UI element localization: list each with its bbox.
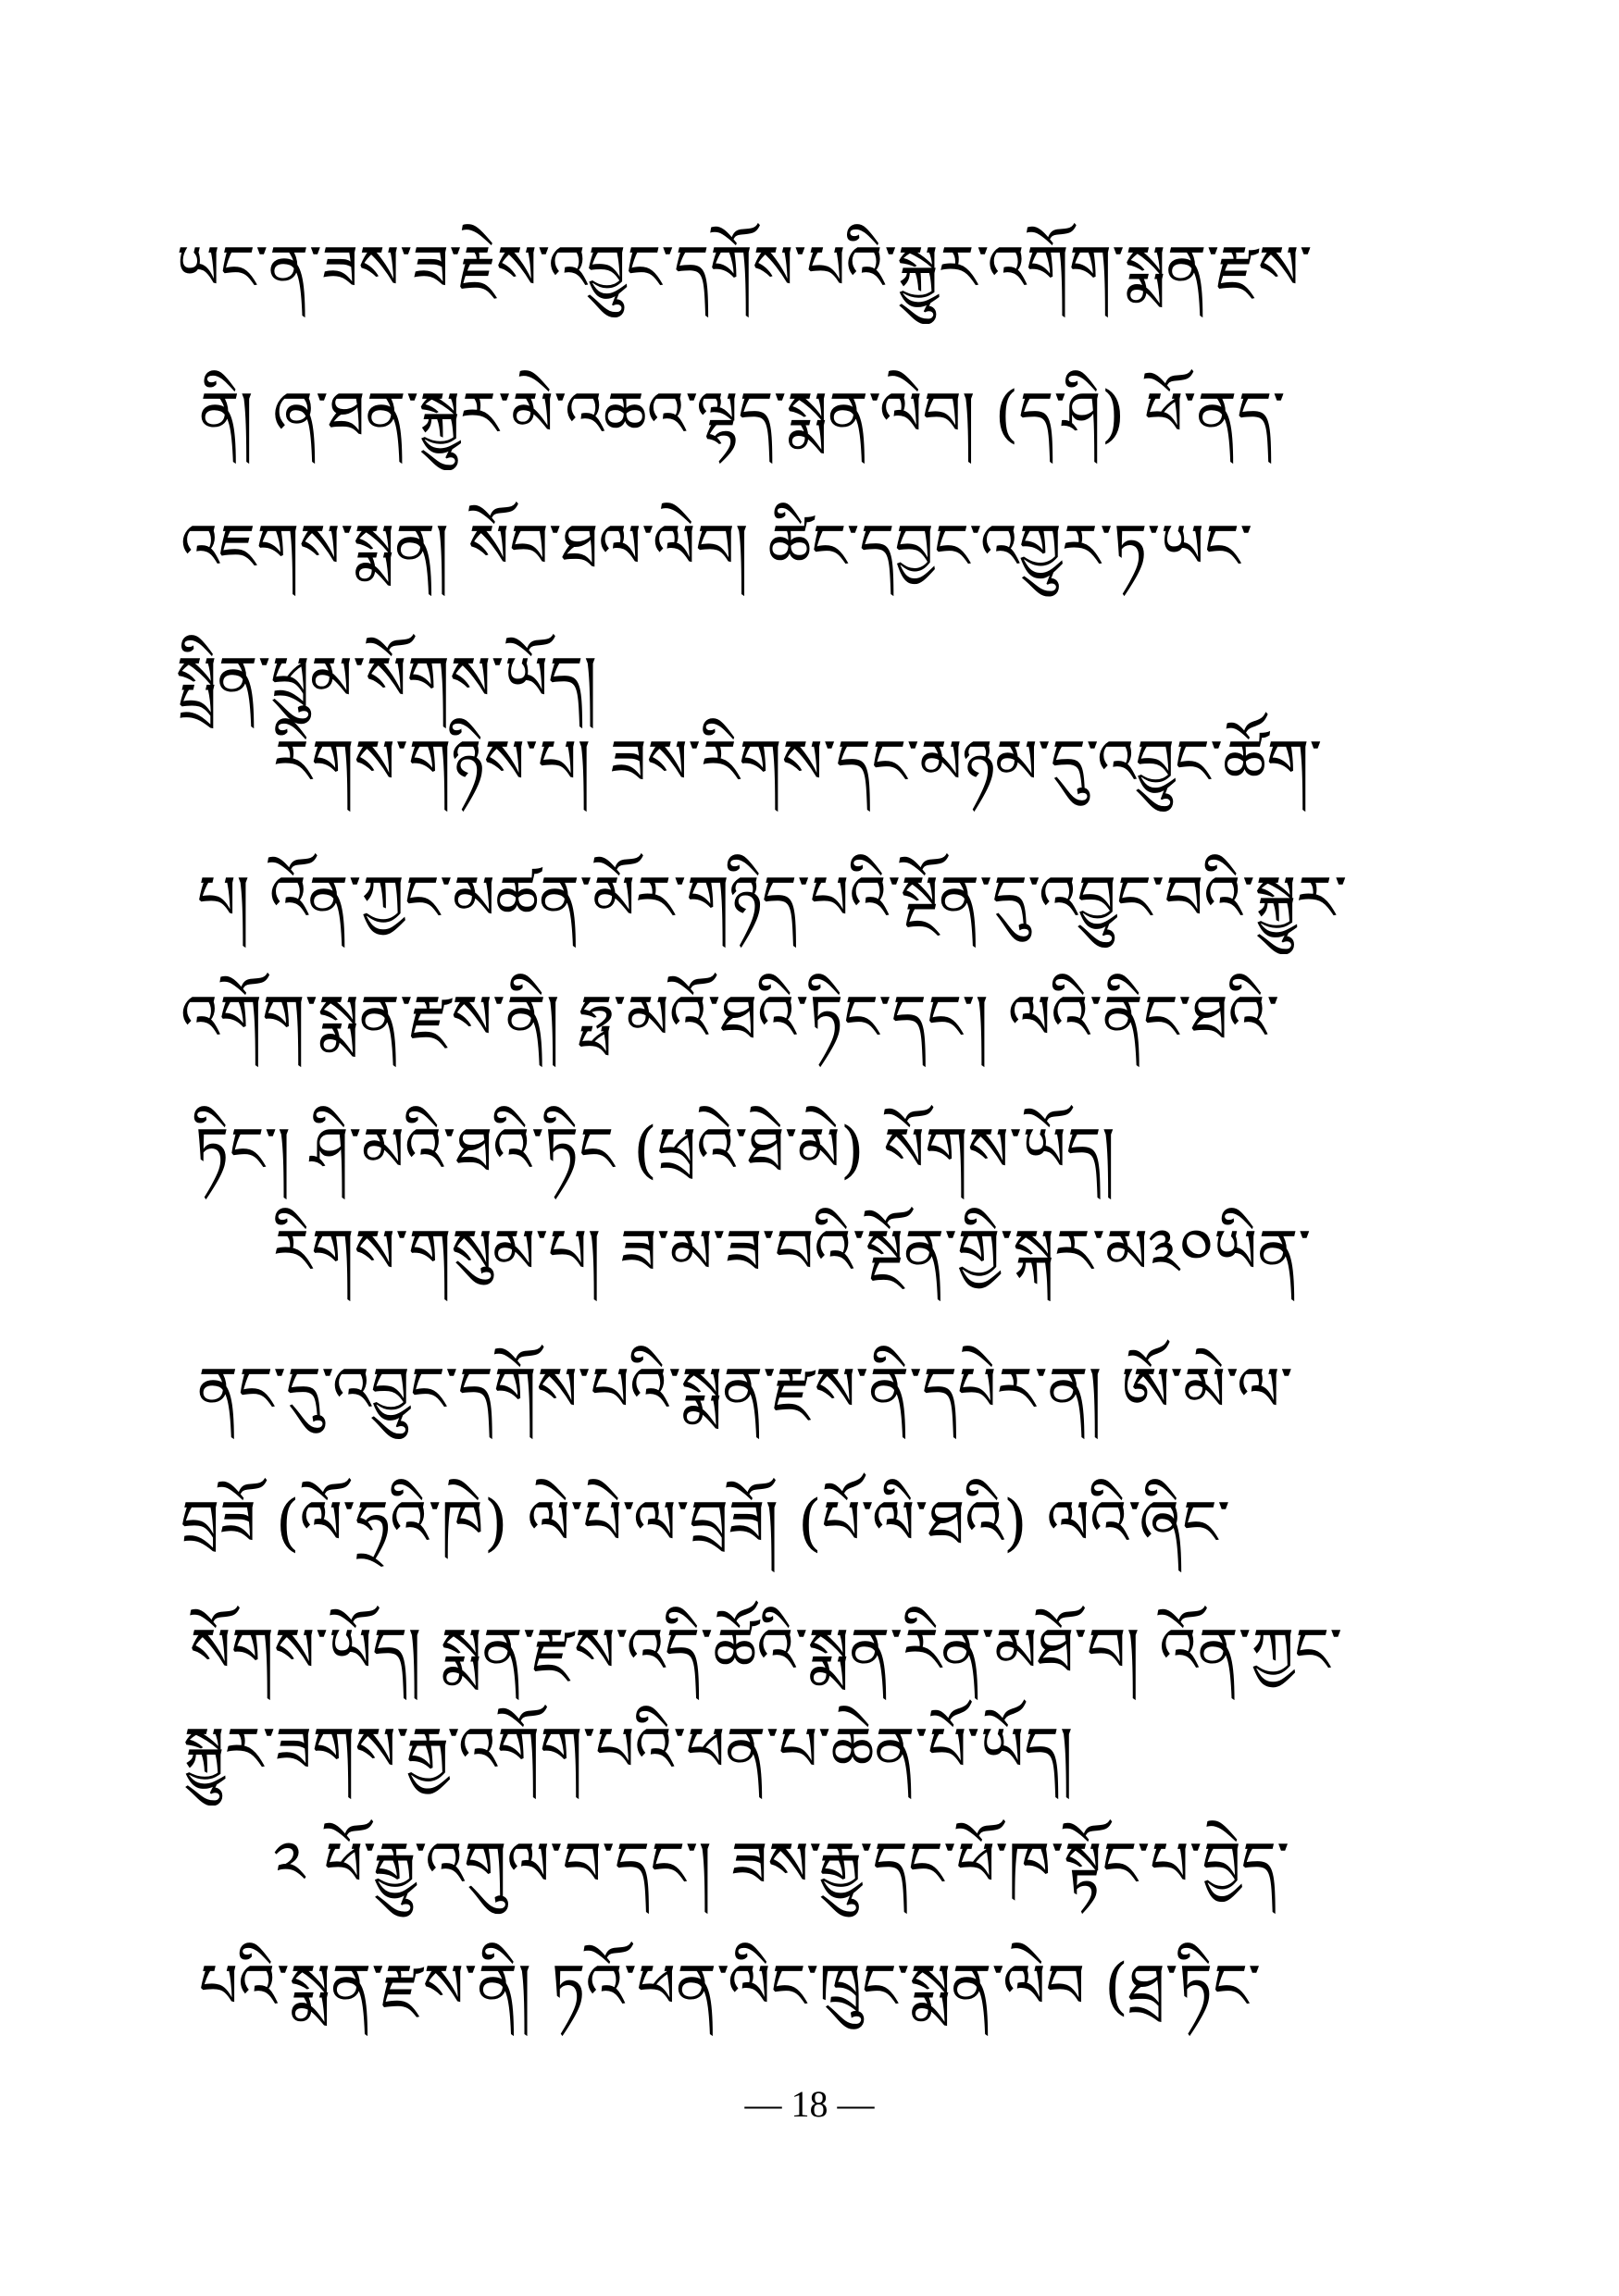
text-line-11-content: བྲཟོ (ལོ་ཧྲའི་ཁེ) ལེ་པེ་ལ་བྲཟོ། (པོ་ལི་ཐའི) ལའི་ཞིང་ <box>181 1487 1230 1558</box>
text-line-6-content: པ། འོན་ཀྱང་མཚན་མོར་གཉིད་པའི་སྔོན་དུ་འབྱུང་བའི་སྐྱུར་ <box>197 863 1348 934</box>
text-line-1 <box>0 213 1619 324</box>
text-line-3 <box>0 491 1619 602</box>
text-line-14 <box>0 1809 1619 1920</box>
text-line-13 <box>0 1694 1619 1806</box>
text-line-15-content: པའི་སྨན་རྫས་ནི། ཏའོ་ཕན་ལིང་ཁྲུང་སྨན་ལེབ (ཐྲ་ཏིང་ <box>199 1951 1262 2022</box>
text-line-14-content: ༢ ཕོ་རྒྱུ་འགུལ་བ་དང་། ཟས་རྒྱུ་དང་ཕོ་ཁ་སྟོང་པ་བྱེད་ <box>273 1829 1289 1900</box>
text-line-4-content: སྤྲིན་ཕྲུམ་སོགས་ཡོད། <box>176 643 598 714</box>
text-line-9 <box>0 1197 1619 1308</box>
text-line-8 <box>0 1095 1619 1206</box>
text-line-12 <box>0 1595 1619 1706</box>
text-line-2-content: ནི། ཞ་ཐན་སྐྱུར་མེ་འཆའ་ལྷད་སྨན་ལེབ། (ད་ཤི) ཕོ་ནད་ <box>199 379 1286 450</box>
text-line-6 <box>0 843 1619 954</box>
text-line-7 <box>0 962 1619 1074</box>
text-line-12-content: སོགས་ཡོད། སྨན་རྫས་འདི་ཚོའི་སྨན་རིན་མཐོ་བ། འོན་ཀྱང་ <box>190 1615 1343 1686</box>
page-number: — 18 — <box>744 2083 875 2125</box>
text-line-9-content: རིགས་གསུམ་པ། ཟ་མ་ཟ་བའི་སྔོན་གྱི་སྐར་མ༣༠ཡིན་ <box>273 1216 1312 1287</box>
text-line-10-content: ནང་དུ་འབྱུང་དགོས་པའི་སྨན་རྫས་ནི་དཔེར་ན། ཨོ་མེ་ལ་ <box>197 1354 1293 1425</box>
text-line-1-content: ཡང་ན་ཟས་ཟ་རྗེས་འབྱུང་དགོས་པའི་སྐྱུར་འགོག་སྨན་རྫས་ <box>176 232 1313 304</box>
text-line-8-content: ཏིང་། ཤི་མའི་ཐའི་ཏིང (ཕྲའེ་ཐེ་མེ) སོགས་ཡོད། <box>194 1114 1115 1185</box>
text-line-7-content: འགོག་སྨན་རྫས་ནི། ཧྥ་མའོ་ཐའི་ཏིང་དང་། ལའི་ནིང་ཐའི་ <box>181 982 1280 1053</box>
text-line-5-content: རིགས་གཉིས་པ། ཟས་རིགས་དང་མཉམ་དུ་འབྱུང་ཚོག་ <box>273 726 1323 798</box>
text-line-13-content: སྐྱུར་ཟགས་རྒྱ་འགོག་པའི་ཕན་པ་ཆེན་པོ་ཡོད། <box>183 1714 1074 1785</box>
text-line-15 <box>0 1931 1619 2042</box>
text-line-5 <box>0 707 1619 818</box>
text-line-11 <box>0 1468 1619 1579</box>
text-line-3-content: འཇགས་སྨན། སོབ་ཐལ་ལེབ། ཚིང་དབྱང་འགྱུར་ཏ་ཡང་ <box>181 511 1253 582</box>
text-line-10 <box>0 1334 1619 1446</box>
text-line-2 <box>0 359 1619 470</box>
